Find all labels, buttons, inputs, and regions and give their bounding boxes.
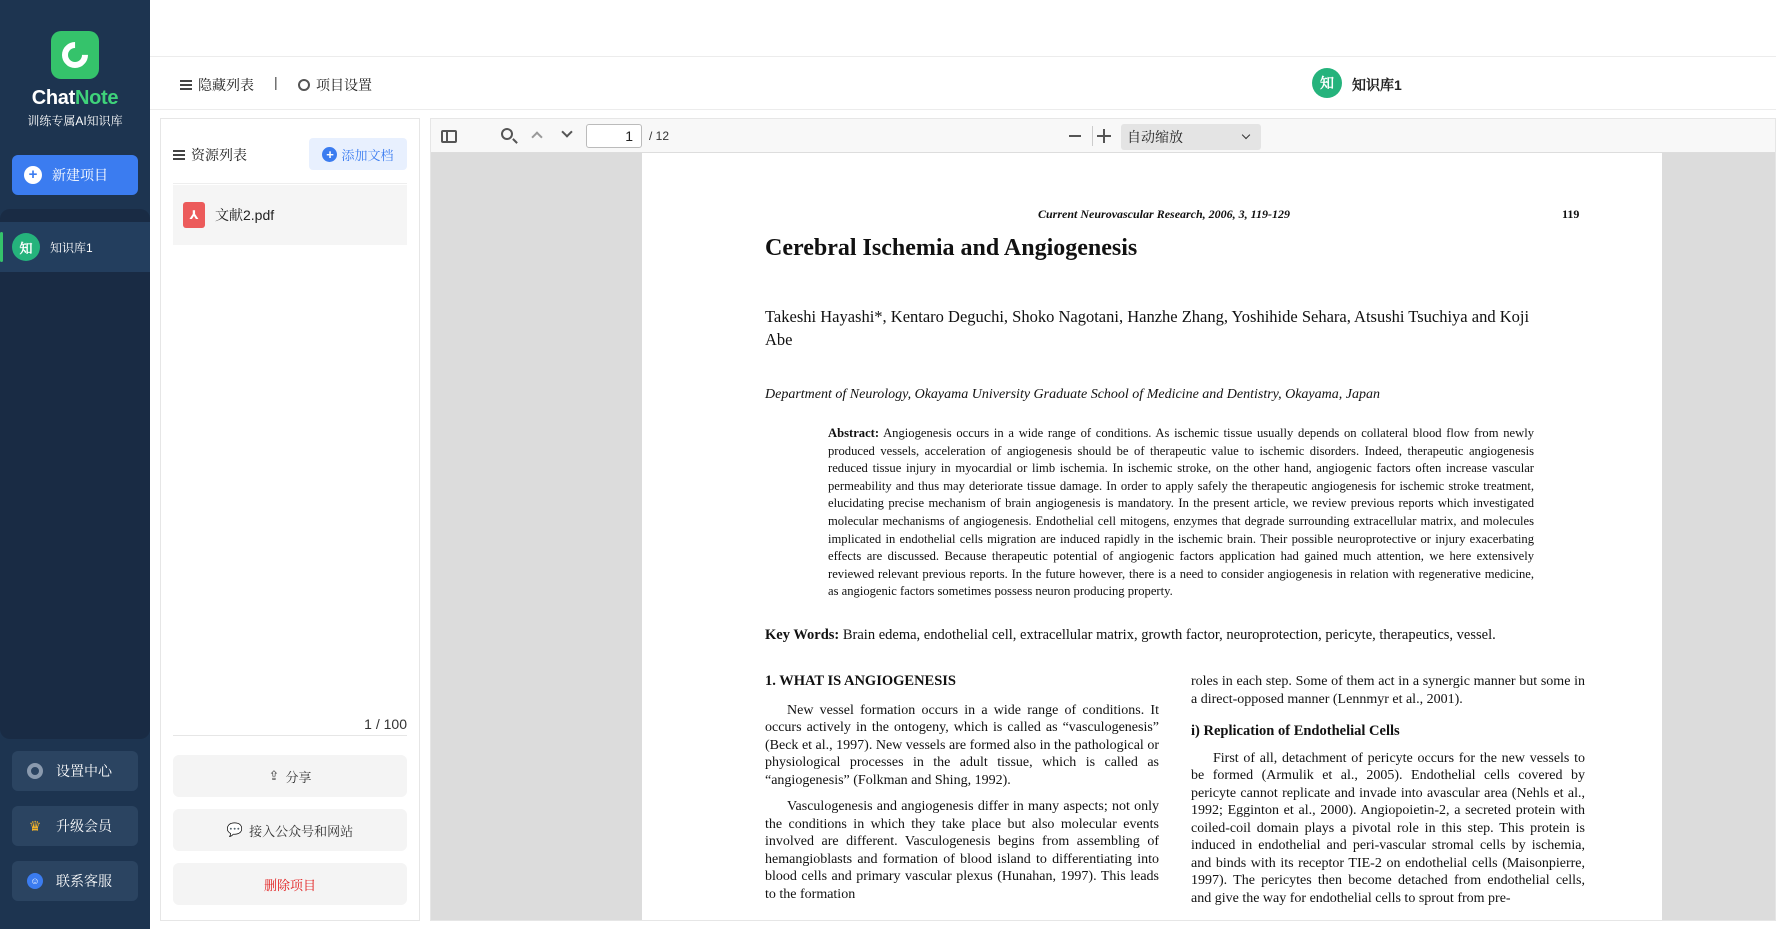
section-heading: 1. WHAT IS ANGIOGENESIS xyxy=(765,673,956,689)
app-sidebar xyxy=(0,0,150,929)
resource-panel xyxy=(160,118,420,921)
plus-icon: + xyxy=(24,166,42,184)
project-list xyxy=(0,209,150,739)
kb-avatar: 知 xyxy=(1312,68,1342,98)
brand-subtitle: 训练专属AI知识库 xyxy=(27,114,123,128)
upgrade-button[interactable]: ♛ 升级会员 xyxy=(12,806,138,846)
file-name: 文献2.pdf xyxy=(215,207,275,223)
search-icon[interactable] xyxy=(501,128,513,140)
paragraph: roles in each step. Some of them act in a synergic manner but some in a direct-opposed manner (Lennmyr et al., 2001). xyxy=(1191,674,1585,707)
hide-list-button[interactable]: 隐藏列表 xyxy=(180,75,254,95)
share-button[interactable]: ⇪ 分享 xyxy=(173,755,407,797)
page-total: / 12 xyxy=(649,129,670,143)
add-document-button[interactable]: + 添加文档 xyxy=(309,138,407,170)
project-avatar: 知 xyxy=(12,233,40,261)
paper-keywords: Key Words: Brain edema, endothelial cell, extracellular matrix, growth factor, neuroprotection, pericyte, therapeutics, vessel. xyxy=(765,627,1496,643)
left-column xyxy=(765,673,1159,912)
kb-title: 知识库1 xyxy=(1352,77,1402,93)
page-number: 119 xyxy=(1562,207,1580,221)
chatnote-logo xyxy=(51,31,99,79)
toolbar-separator: | xyxy=(274,74,278,90)
list-icon xyxy=(180,80,192,90)
paragraph: Vasculogenesis and angiogenesis differ in many aspects; not only the conditions in which they take place but also molecular events involved are different. Vasculogenesis begins from assembling of hemangioblasts and formation of blood island to differentiating into blood cells and primary vascular plexus (Hunahan, 1997). This leads to the formation xyxy=(765,799,1159,902)
plus-icon: + xyxy=(322,147,337,162)
paper-affiliation: Department of Neurology, Okayama University Graduate School of Medicine and Dentistry, Okayama, Japan xyxy=(765,387,1380,402)
share-icon: ⇪ xyxy=(268,768,280,783)
new-project-button[interactable] xyxy=(12,155,138,195)
top-bar xyxy=(150,56,1776,110)
delete-project-button[interactable]: 删除项目 xyxy=(173,863,407,905)
file-item[interactable] xyxy=(173,185,407,245)
paragraph: New vessel formation occurs in a wide range of conditions. It occurs actively in the ontogeny, which is called as “vasculogenesis” (Beck et al., 1997). New vessels are formed also in the pathological or physiological processes in the adult tissue, which is called as “angiogenesis” (Folkman and Shing, 1992). xyxy=(765,702,1159,788)
zoom-out-icon[interactable] xyxy=(1069,135,1081,137)
chat-icon: 💬 xyxy=(226,822,244,837)
sidebar-item-project[interactable] xyxy=(0,222,150,272)
previous-page-icon[interactable] xyxy=(531,131,542,142)
support-icon: ☺ xyxy=(26,872,44,890)
page-number-input[interactable]: 1 xyxy=(586,124,642,148)
pdf-toolbar xyxy=(431,119,1776,153)
paper-authors: Takeshi Hayashi*, Kentaro Deguchi, Shoko Nagotani, Hanzhe Zhang, Yoshihide Sehara, Atsushi Tsuchiya and Koji Abe xyxy=(765,307,1530,349)
new-project-label: 新建项目 xyxy=(52,167,108,183)
sidebar-toggle-icon[interactable] xyxy=(441,130,457,143)
connect-wechat-button[interactable]: 💬 接入公众号和网站 xyxy=(173,809,407,851)
crown-icon: ♛ xyxy=(28,817,42,834)
next-page-icon[interactable] xyxy=(561,126,572,137)
list-icon xyxy=(173,150,185,160)
project-label: 知识库1 xyxy=(50,240,93,255)
settings-button[interactable]: 设置中心 xyxy=(12,751,138,791)
pdf-viewer xyxy=(430,118,1776,921)
journal-header: Current Neurovascular Research, 2006, 3, 119-129 xyxy=(1038,207,1291,221)
settings-icon xyxy=(298,79,310,91)
subsection-heading: i) Replication of Endothelial Cells xyxy=(1191,723,1400,739)
pdf-page xyxy=(642,153,1662,921)
paragraph: First of all, detachment of pericyte occurs for the new vessels to be formed (Armulik et al., 2005). Endothelial cells covered by pericyte cannot replicate and invade into avascular area (Nehls et al., 1992; Egginton et al., 2000). Angiopoietin-2, a secreted protein with coiled-coil domain plays a pivotal role in this step. This protein is induced in endothelial and peri-vascular stromal cells by ischemia, and binds with its receptor TIE-2 on endothelial cells (Maisonpierre, 1997). The pericytes then become detached from endothelial cells, and give the way for endothelial cells to sprout from pre- xyxy=(1191,750,1585,906)
gear-icon xyxy=(26,762,44,780)
document-count: 1 / 100 xyxy=(364,716,407,732)
paper-abstract: Abstract: Angiogenesis occurs in a wide range of conditions. As ischemic tissue usually depends on collateral blood flow from newly produced vessels, acceleration of angiogenesis should be of therapeutic value to ischemic disorders. Indeed, therapeutic angiogenesis reduced tissue injury in myocardial or limb ischemia. In ischemic stroke, on the other hand, angiogenic factors often increase vascular permeability and thus may deteriorate tissue damage. In order to apply safely the therapeutic angiogenesis for ischemic stroke treatment, elucidating precise mechanism of brain angiogenesis is mandatory. In the present article, we review previous reports which investigated molecular mechanisms of angiogenesis. Endothelial cell mitogens, enzymes that degrade surrounding extracellular matrix, and molecules implicated in endothelial cells migration are induced rapidly in the ischemic brain. Their possible neuroprotective or injury exacerbating effects are discussed. Because therapeutic potential of angiogenic factors application had gained much attention, we here extensively reviewed relevant previous reports. In the future however, there is a need to consider angiogenesis in relation with regenerative medicine, as angiogenic factors sometimes possess neuron producing property. xyxy=(828,426,1534,599)
paper-title: Cerebral Ischemia and Angiogenesis xyxy=(765,235,1138,261)
brand-name: ChatNote xyxy=(31,87,119,109)
zoom-select[interactable]: 自动缩放 xyxy=(1121,124,1261,150)
pdf-icon: ⅄ xyxy=(183,202,205,228)
zoom-in-icon[interactable] xyxy=(1097,129,1111,143)
resource-list-heading: 资源列表 xyxy=(173,145,247,165)
support-button[interactable]: ☺ 联系客服 xyxy=(12,861,138,901)
right-column xyxy=(1191,673,1585,916)
chevron-down-icon xyxy=(1242,131,1250,139)
project-settings-button[interactable]: 项目设置 xyxy=(298,75,372,95)
